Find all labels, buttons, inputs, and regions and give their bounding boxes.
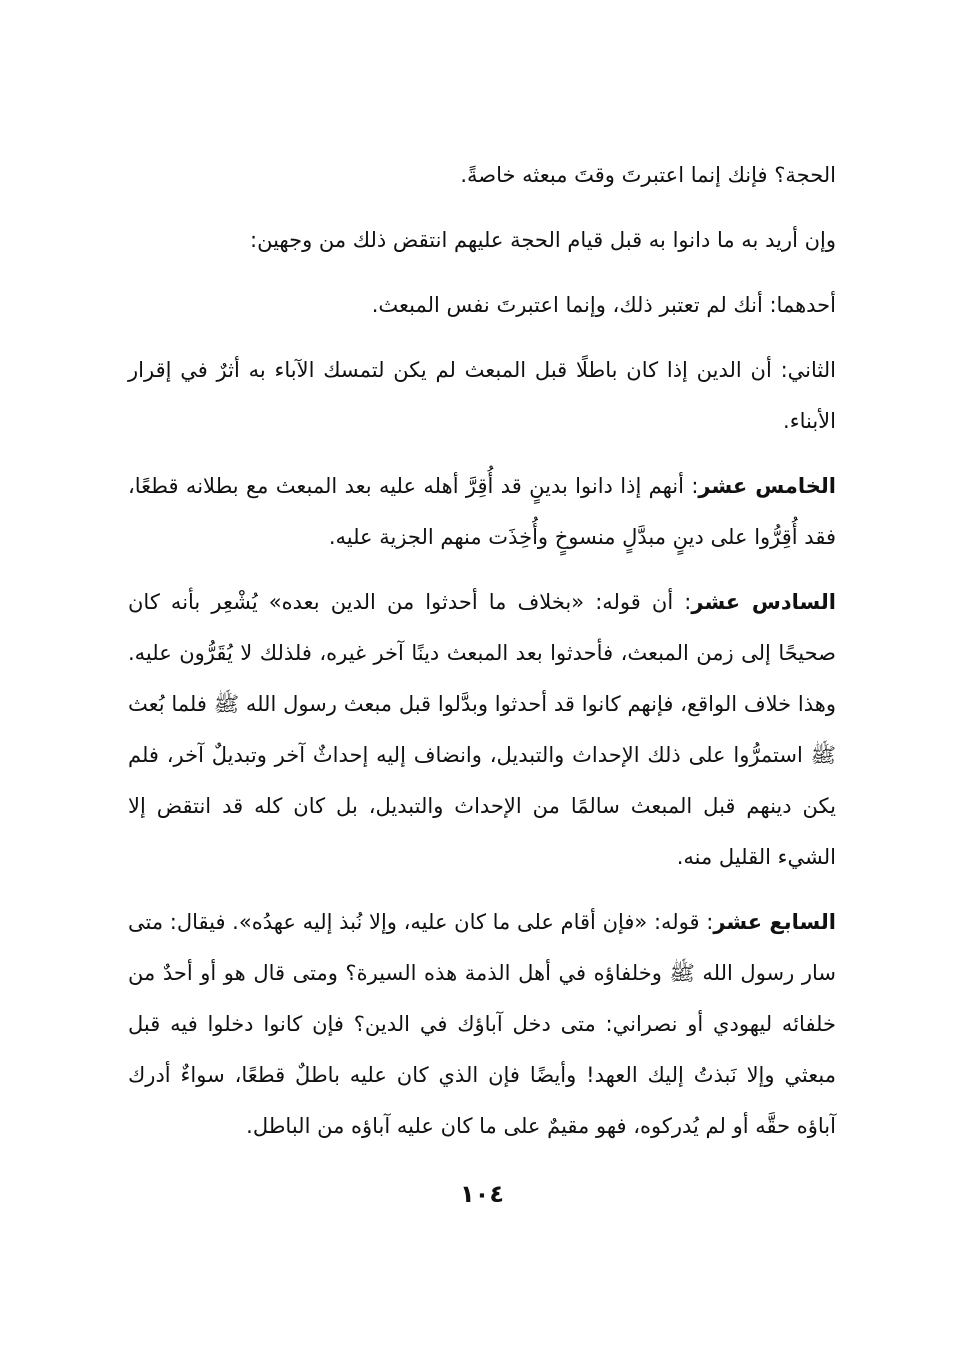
paragraph-7: [128, 897, 836, 1152]
paragraph-1-text: الحجة؟ فإنك إنما اعتبرتَ وقتَ مبعثه خاصةً.: [460, 163, 836, 187]
paragraph-5-text: : أنهم إذا دانوا بدينٍ قد أُقِرَّ أهله عليه بعد المبعث مع بطلانه قطعًا، فقد أُقِرُّوا على دينٍ مبدَّلٍ منسوخٍ وأُخِذَت منهم الجزية عليه.: [128, 474, 836, 549]
paragraph-2-text: وإن أريد به ما دانوا به قبل قيام الحجة عليهم انتقض ذلك من وجهين:: [250, 228, 836, 252]
paragraph-3-text: أحدهما: أنك لم تعتبر ذلك، وإنما اعتبرتَ نفس المبعث.: [371, 293, 836, 317]
paragraph-1: [128, 150, 836, 201]
paragraph-7-lead: السابع عشر: [713, 910, 836, 934]
paragraph-6: [128, 577, 836, 883]
paragraph-5-lead: الخامس عشر: [698, 474, 836, 498]
paragraph-5: [128, 461, 836, 563]
page-body: [128, 150, 836, 1166]
paragraph-6-text: : أن قوله: «بخلاف ما أحدثوا من الدين بعده» يُشْعِر بأنه كان صحيحًا إلى زمن المبعث، فأحدثوا بعد المبعث دينًا آخر غيره، فلذلك لا يُقَرُّون عليه. وهذا خلاف الواقع، فإنهم كانوا قد أحدثوا وبدَّلوا قبل مبعث رسول الله ﷺ فلما بُعث ﷺ استمرُّوا على ذلك الإحداث والتبديل، وانضاف إليه إحداثٌ آخر وتبديلٌ آخر، فلم يكن دينهم قبل المبعث سالمًا من الإحداث والتبديل، بل كان كله قد انتقض إلا الشيء القليل منه.: [128, 590, 836, 869]
paragraph-2: [128, 215, 836, 266]
paragraph-7-text: : قوله: «فإن أقام على ما كان عليه، وإلا نُبذ إليه عهدُه». فيقال: متى سار رسول الله ﷺ وخلفاؤه في أهل الذمة هذه السيرة؟ ومتى قال هو أو أحدٌ من خلفائه ليهودي أو نصراني: متى دخل آباؤك في الدين؟ فإن كانوا دخلوا فيه قبل مبعثي وإلا نَبذتُ إليك العهد! وأيضًا فإن الذي كان عليه باطلٌ قطعًا، سواءٌ أدرك آباؤه حقَّه أو لم يُدركوه، فهو مقيمٌ على ما كان عليه آباؤه من الباطل.: [128, 910, 836, 1138]
paragraph-4-text: الثاني: أن الدين إذا كان باطلًا قبل المبعث لم يكن لتمسك الآباء به أثرٌ في إقرار الأبناء.: [128, 358, 836, 433]
paragraph-3: [128, 280, 836, 331]
paragraph-6-lead: السادس عشر: [691, 590, 836, 614]
page-number: ١٠٤: [460, 1180, 504, 1208]
paragraph-4: [128, 345, 836, 447]
